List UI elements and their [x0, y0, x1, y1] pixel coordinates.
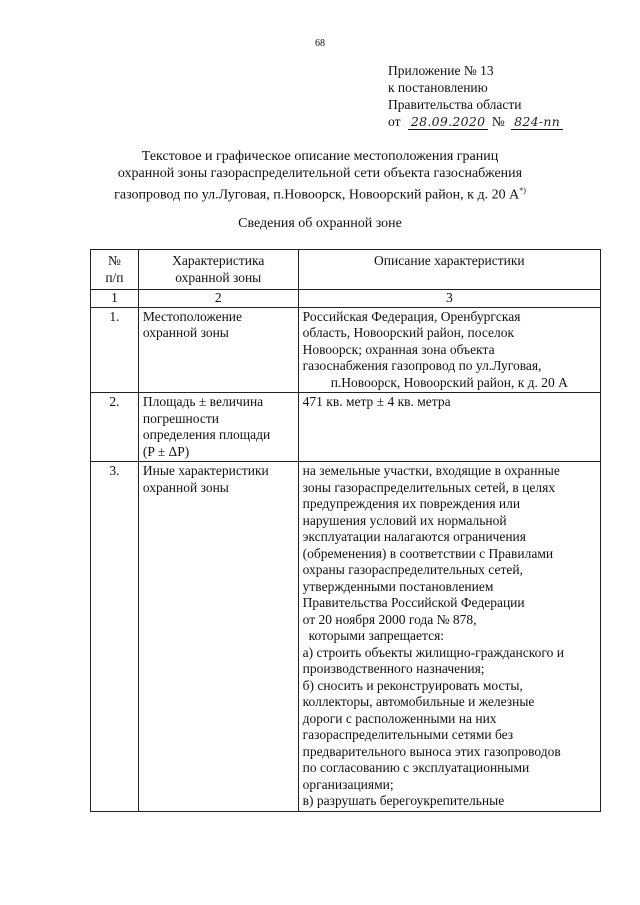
appendix-date-line — [388, 113, 563, 130]
row-characteristic — [138, 393, 298, 462]
table-row — [91, 393, 601, 462]
description-line: Правительства Российской Федерации — [302, 595, 525, 610]
description-line: нарушения условий их нормальной — [302, 512, 507, 528]
row-number: 3. — [91, 462, 139, 812]
header-description: Описание характеристики — [298, 250, 600, 290]
description-line: на земельные участки, входящие в охранные — [302, 463, 560, 478]
zone-info-table — [90, 249, 601, 812]
characteristic-line: охранной зоны — [142, 325, 229, 340]
from-label: от — [388, 114, 401, 129]
header-num-line-2: п/п — [105, 269, 124, 285]
characteristic-line: Иные характеристики — [142, 463, 269, 478]
header-num — [91, 250, 139, 290]
number-label: № — [491, 114, 505, 129]
table-index-row — [91, 290, 601, 308]
title-line-3 — [80, 182, 560, 204]
table-header-row — [91, 250, 601, 290]
row-number: 1. — [91, 307, 139, 393]
characteristic-line: охранной зоны — [142, 479, 229, 495]
header-char-line-1: Характеристика — [172, 253, 265, 268]
section-subtitle: Сведения об охранной зоне — [238, 216, 402, 231]
table-row — [91, 307, 601, 393]
description-line: б) сносить и реконструировать мосты, — [302, 677, 523, 693]
appendix-line-2: к постановлению — [388, 80, 488, 95]
description-line: Российская Федерация, Оренбургская — [302, 308, 521, 324]
description-line: эксплуатации налагаются ограничения — [302, 529, 526, 544]
footnote-mark: *) — [519, 186, 526, 195]
table-row — [91, 462, 601, 812]
handwritten-date: 28.09.2020 — [408, 114, 489, 130]
description-line: Новоорск; охранная зона объекта — [302, 341, 495, 357]
page-number: 68 — [315, 38, 325, 49]
description-line: по согласованию с эксплуатационными — [302, 760, 530, 775]
characteristic-line: определения площади — [142, 427, 271, 442]
description-line: (обременения) в соответствии с Правилами — [302, 545, 554, 561]
description-line: газоснабжения газопровод по ул.Луговая, — [302, 358, 542, 373]
description-line: от 20 ноября 2000 года № 878, — [302, 611, 477, 627]
description-line: производственного назначения; — [302, 661, 485, 676]
description-line: утвержденными постановлением — [302, 578, 494, 594]
description-line: п.Новоорск, Новоорский район, к д. 20 А — [330, 374, 568, 390]
title-line-1: Текстовое и графическое описание местоположения границ — [141, 149, 499, 164]
handwritten-number: 824-пп — [511, 114, 563, 130]
row-description — [298, 462, 600, 812]
row-characteristic — [138, 307, 298, 393]
header-char-line-2: охранной зоны — [175, 269, 262, 285]
header-num-line-1: № — [107, 253, 121, 268]
characteristic-line: Местоположение — [142, 308, 243, 324]
description-line: дороги с расположенными на них — [302, 710, 497, 726]
appendix-block — [388, 62, 563, 130]
index-cell: 2 — [138, 290, 298, 308]
description-line: коллекторы, автомобильные и железные — [302, 694, 535, 709]
description-line: предварительного выноса этих газопроводов — [302, 743, 561, 759]
document-title — [80, 148, 560, 204]
header-characteristic — [138, 250, 298, 290]
description-line: 471 кв. метр ± 4 кв. метра — [302, 394, 451, 409]
title-line-3-text: газопровод по ул.Луговая, п.Новоорск, Новоорский район, к д. 20 А — [114, 187, 520, 203]
index-cell: 1 — [91, 290, 139, 308]
row-characteristic — [138, 462, 298, 812]
description-line: охраны газораспределительных сетей, — [302, 562, 523, 577]
description-line: а) строить объекты жилищно-гражданского и — [302, 644, 564, 660]
description-line: которыми запрещается: — [308, 628, 445, 643]
description-line: организациями; — [302, 776, 394, 792]
row-description — [298, 393, 600, 462]
row-number: 2. — [91, 393, 139, 462]
description-line: область, Новоорский район, поселок — [302, 325, 515, 340]
row-description — [298, 307, 600, 393]
index-cell: 3 — [298, 290, 600, 308]
characteristic-line: погрешности — [142, 410, 219, 426]
title-line-2: охранной зоны газораспределительной сети объекта газоснабжения — [117, 166, 523, 181]
appendix-line-1: Приложение № 13 — [388, 63, 494, 78]
characteristic-line: Площадь ± величина — [142, 394, 264, 409]
description-line: газораспределительными сетями без — [302, 727, 514, 742]
description-line: предупреждения их повреждения или — [302, 496, 521, 511]
description-line: зоны газораспределительных сетей, в целях — [302, 479, 556, 495]
description-line: в) разрушать берегоукрепительные — [302, 793, 505, 808]
appendix-line-3: Правительства области — [388, 97, 522, 112]
characteristic-line: (P ± ΔP) — [142, 443, 190, 459]
